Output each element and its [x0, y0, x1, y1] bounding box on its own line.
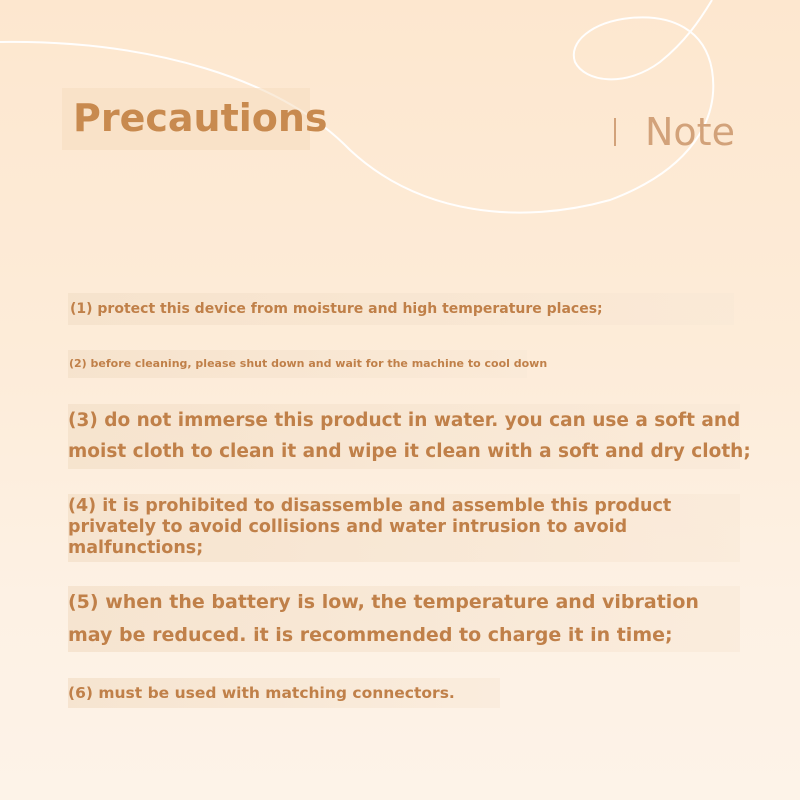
- precaution-item-line: moist cloth to clean it and wipe it clean with a soft and dry cloth;: [68, 441, 751, 462]
- precaution-item: [68, 494, 740, 562]
- precaution-item: [68, 404, 751, 469]
- precaution-item-line: (3) do not immerse this product in water. you can use a soft and: [68, 410, 741, 431]
- precaution-item: [68, 586, 740, 652]
- note-divider: [614, 118, 616, 146]
- precaution-item-line: (4) it is prohibited to disassemble and assemble this product: [68, 496, 672, 516]
- precaution-item: (6) must be used with matching connectors.: [68, 678, 500, 708]
- precaution-item-line: privately to avoid collisions and water intrusion to avoid: [68, 517, 628, 537]
- note-label: Note: [645, 110, 735, 154]
- precaution-item: (2) before cleaning, please shut down and wait for the machine to cool down: [68, 350, 527, 378]
- precaution-item-line: (5) when the battery is low, the temperature and vibration: [68, 591, 699, 613]
- page-title: Precautions: [73, 96, 328, 140]
- precaution-item-line: may be reduced. it is recommended to charge it in time;: [68, 624, 673, 646]
- precaution-item: (1) protect this device from moisture and high temperature places;: [68, 293, 734, 325]
- precaution-item-line: malfunctions;: [68, 538, 204, 558]
